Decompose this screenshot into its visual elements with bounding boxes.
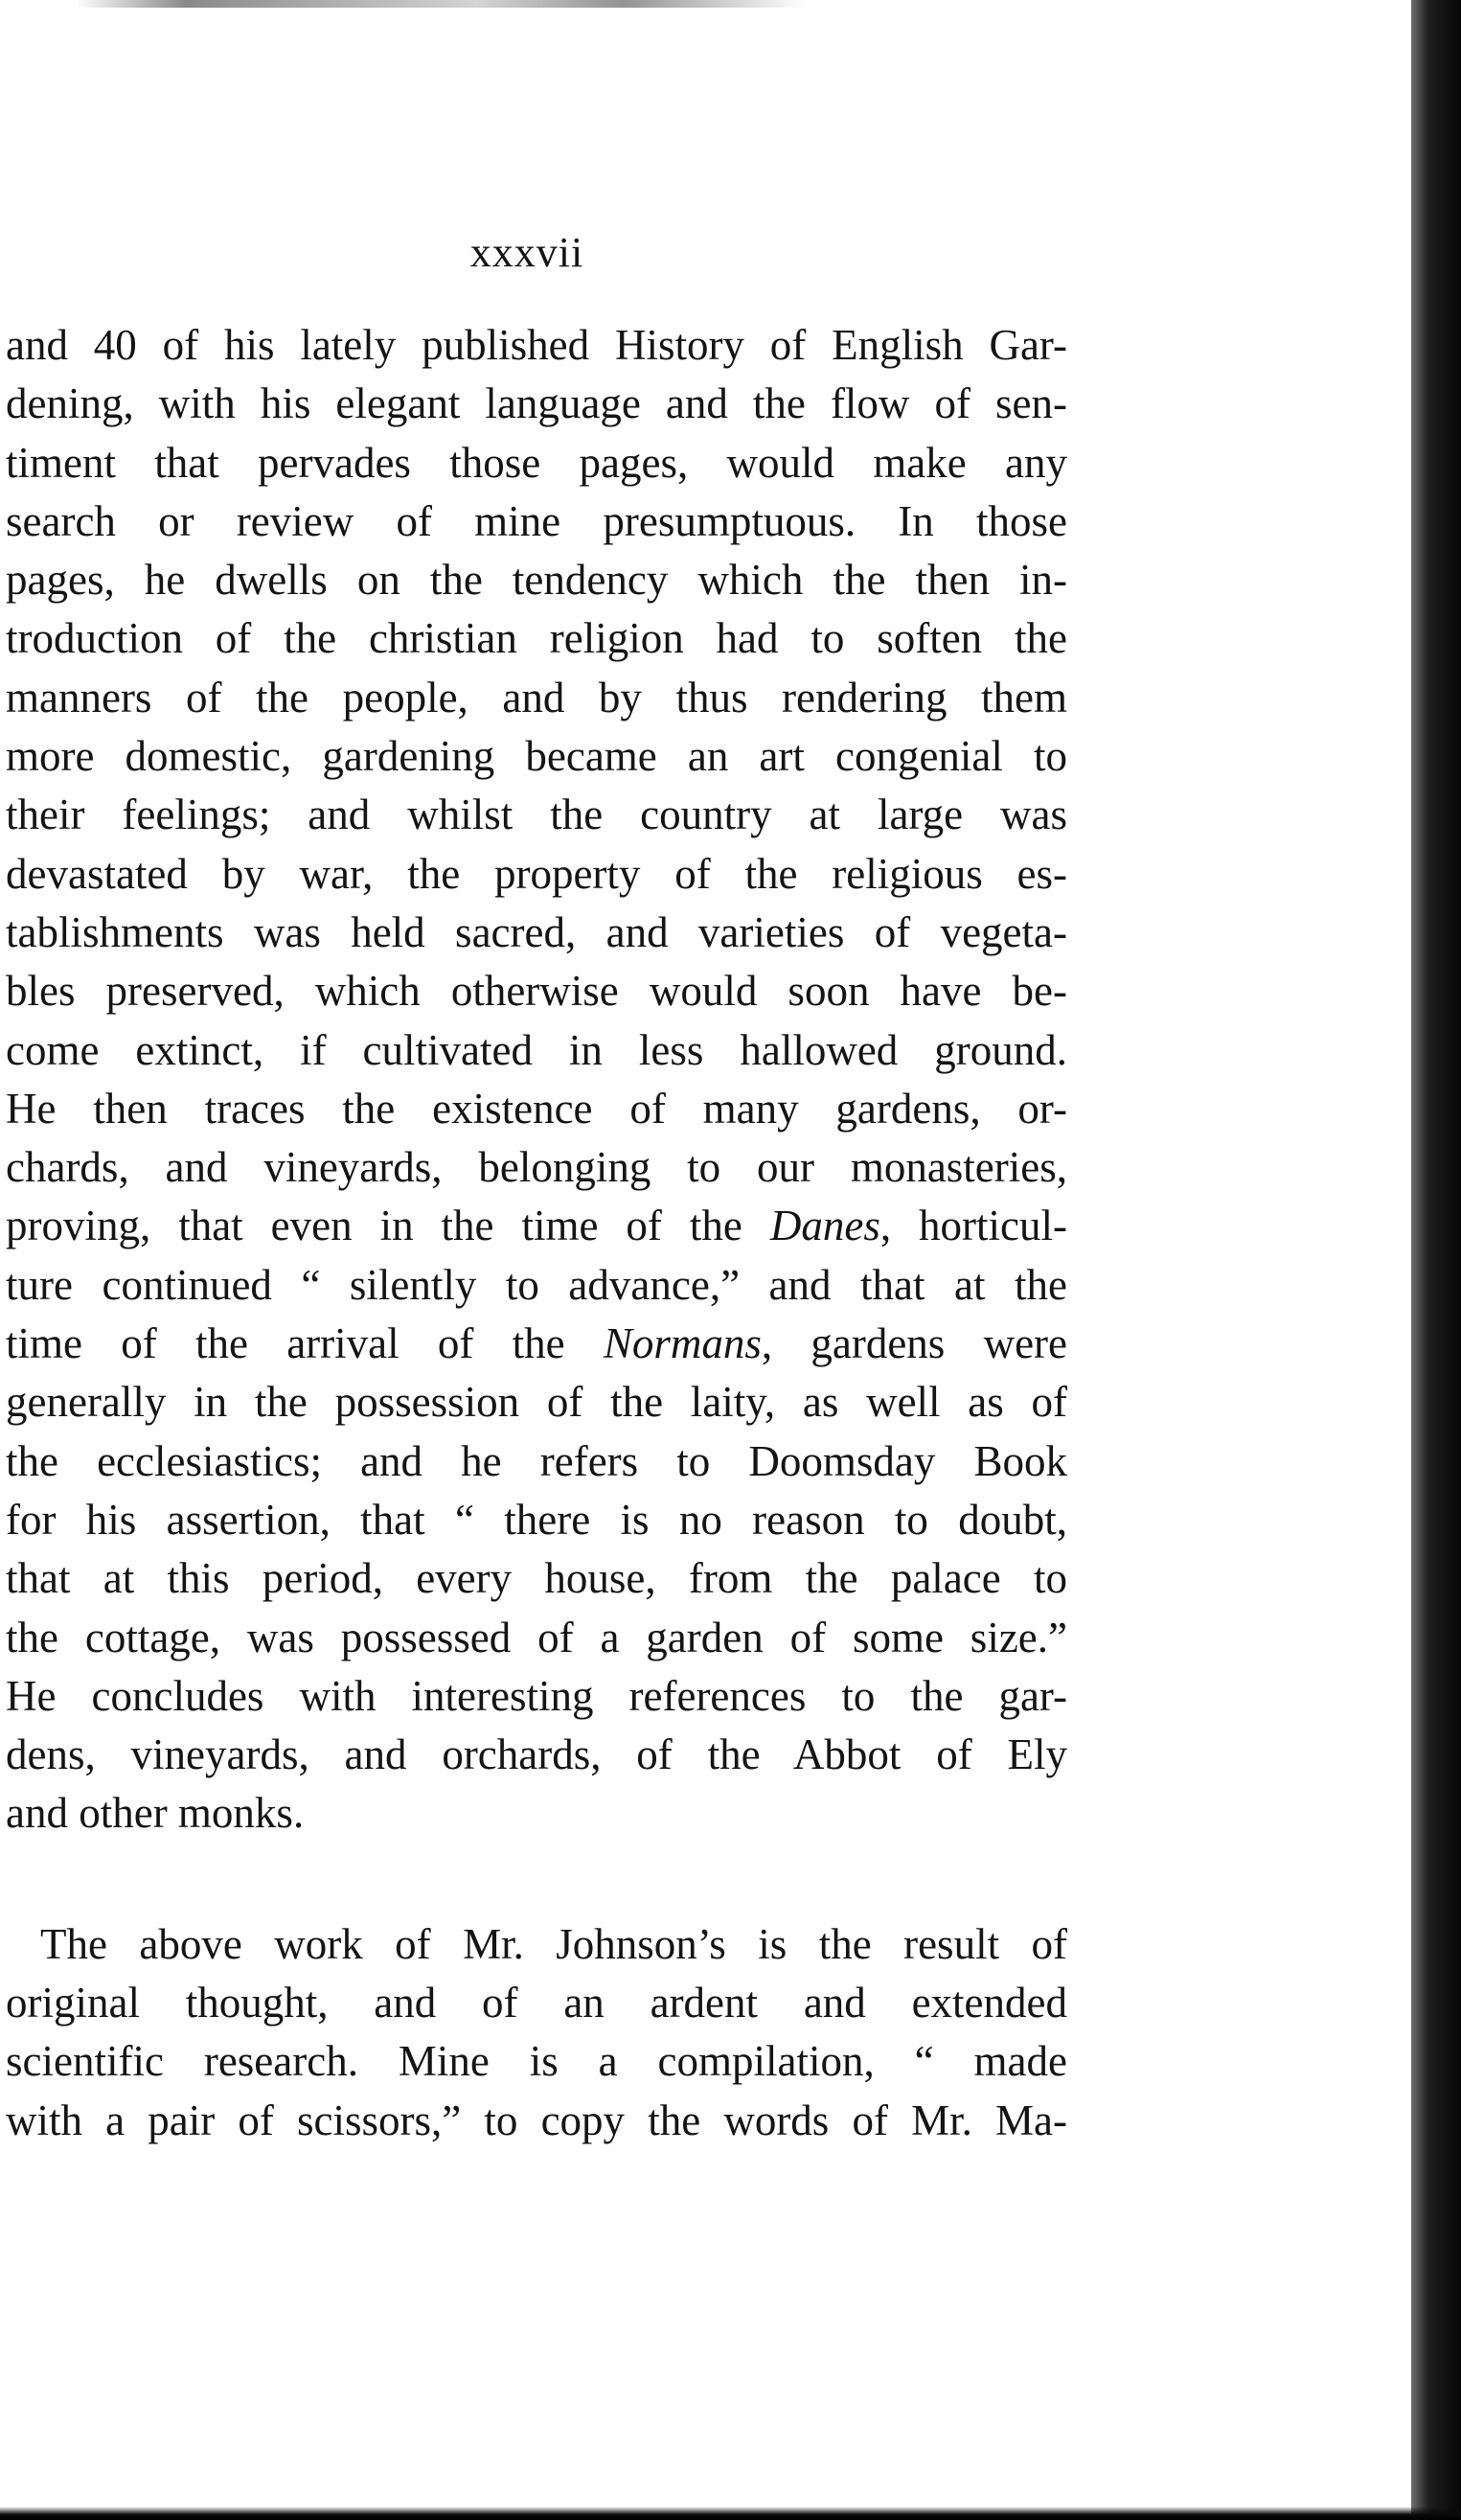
text-line: generally in the possession of the laity, as well as of <box>6 1378 1067 1427</box>
text-line: scientific research. Mine is a compilation, “ made <box>6 2037 1067 2086</box>
italic-name: Normans <box>603 1319 762 1368</box>
text-line: dens, vineyards, and orchards, of the Abbot of Ely <box>6 1730 1067 1779</box>
page-bottom-edge <box>0 2507 1461 2520</box>
text-line: for his assertion, that “ there is no reason to doubt, <box>6 1495 1067 1544</box>
text-line: and 40 of his lately published History of English Gar- <box>6 321 1067 369</box>
text-line: search or review of mine presumptuous. In those <box>6 496 1067 545</box>
text-line: the cottage, was possessed of a garden of some size.” <box>6 1613 1067 1661</box>
text-line: troduction of the christian religion had to soften the <box>6 614 1067 663</box>
page-gutter-shadow <box>1411 0 1461 2520</box>
text-line: original thought, and of an ardent and extended <box>6 1979 1067 2027</box>
text-line: come extinct, if cultivated in less hallowed ground. <box>6 1025 1067 1074</box>
text-line: manners of the people, and by thus rendering them <box>6 673 1067 722</box>
text-line: the ecclesiastics; and he refers to Doomsday Book <box>6 1436 1067 1485</box>
italic-name: Danes <box>769 1202 880 1250</box>
text-line: proving, that even in the time of the Danes, horticul- <box>6 1202 1067 1250</box>
text-line: tablishments was held sacred, and varieties of vegeta- <box>6 907 1067 956</box>
text-line: that at this period, every house, from the palace to <box>6 1554 1067 1603</box>
text-line: devastated by war, the property of the religious es- <box>6 849 1067 898</box>
text-line: more domestic, gardening became an art congenial to <box>6 732 1067 781</box>
paragraph-gap <box>6 1844 1067 1915</box>
text-line: He then traces the existence of many gardens, or- <box>6 1084 1067 1133</box>
text-line: time of the arrival of the Normans, gardens were <box>6 1319 1067 1368</box>
text-line: He concludes with interesting references to the gar- <box>6 1671 1067 1720</box>
text-line: timent that pervades those pages, would make any <box>6 438 1067 487</box>
text-line: their feelings; and whilst the country at large was <box>6 790 1067 839</box>
text-line: pages, he dwells on the tendency which the then in- <box>6 556 1067 605</box>
text-line: ture continued “ silently to advance,” and that at the <box>6 1260 1067 1309</box>
text-line: bles preserved, which otherwise would soon have be- <box>6 967 1067 1016</box>
text-line: and other monks. <box>6 1789 305 1838</box>
page-number: xxxvii <box>469 229 584 276</box>
paragraph-1 <box>6 316 1067 1844</box>
text-line: The above work of Mr. Johnson’s is the result of <box>40 1919 1067 1968</box>
top-edge-smudge <box>77 0 805 8</box>
text-line: chards, and vineyards, belonging to our monasteries, <box>6 1143 1067 1192</box>
text-line: dening, with his elegant language and the flow of sen- <box>6 379 1067 428</box>
body-text <box>6 316 1067 2150</box>
text-line: with a pair of scissors,” to copy the words of Mr. Ma- <box>6 2096 1067 2144</box>
paragraph-2 <box>6 1915 1067 2150</box>
